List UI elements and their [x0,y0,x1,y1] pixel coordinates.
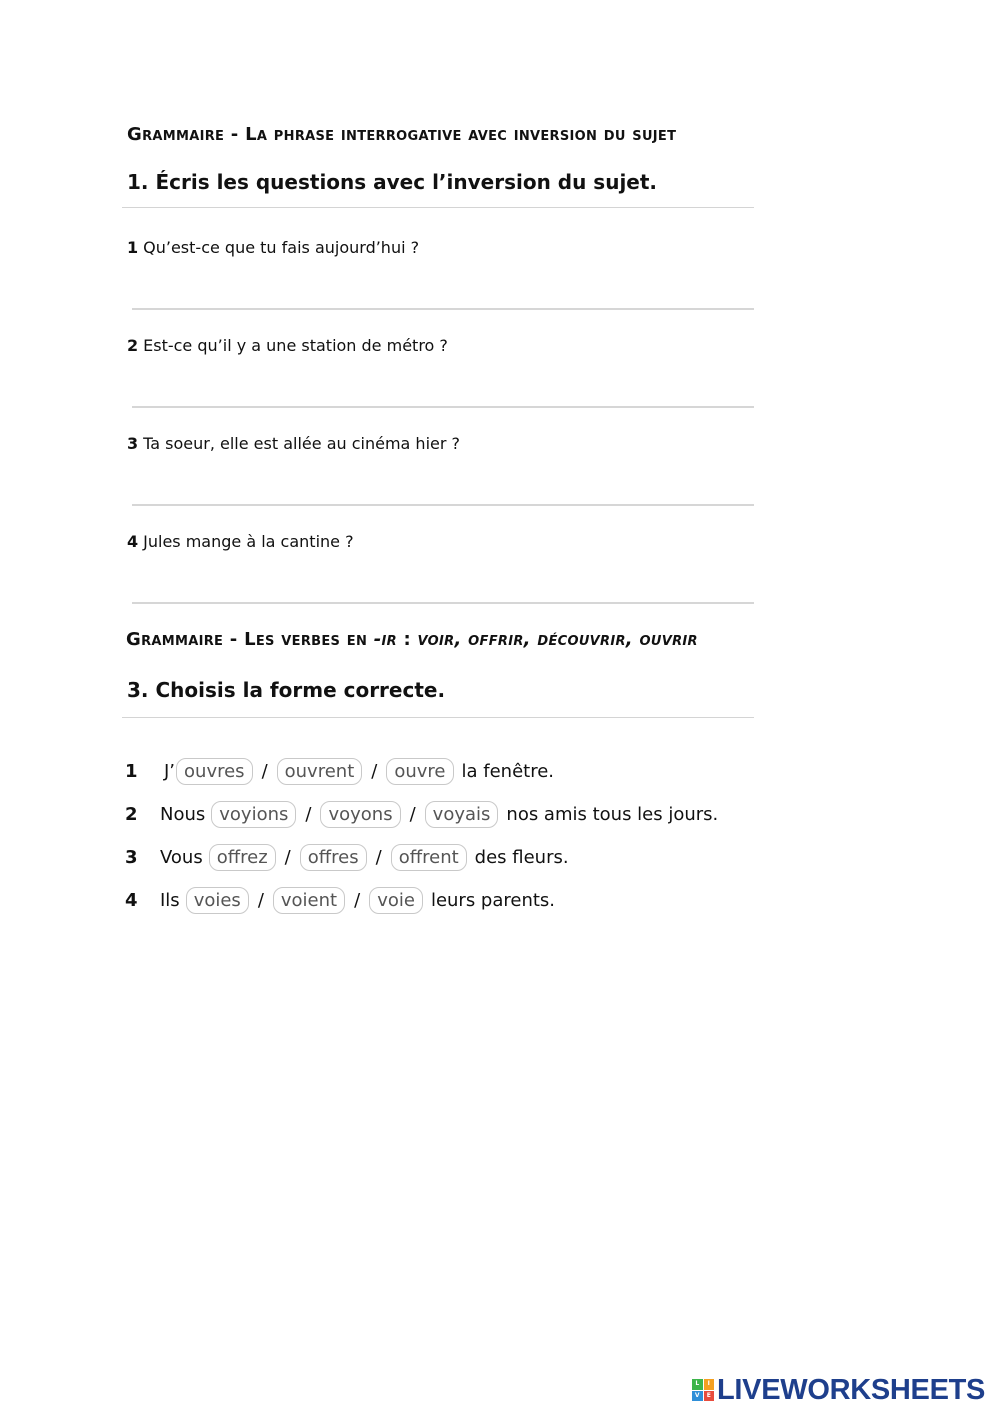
option-voyions[interactable]: voyions [211,801,296,828]
logo-cell: E [704,1391,715,1402]
answer-line-3[interactable] [132,504,754,506]
logo-cell: I [704,1379,715,1390]
row-lead: Nous [160,803,206,825]
question-text: Qu’est-ce que tu fais aujourd’hui ? [143,238,420,257]
slash: / [284,846,291,868]
question-2 [127,336,448,355]
choice-row-1 [125,754,554,788]
slash: / [257,889,264,911]
answer-line-2[interactable] [132,406,754,408]
option-ouvrent[interactable]: ouvrent [277,758,363,785]
row-lead: Ils [160,889,180,911]
option-voient[interactable]: voient [273,887,345,914]
row-number: 1 [125,760,138,782]
question-number: 2 [127,336,139,355]
question-text: Ta soeur, elle est allée au cinéma hier ? [143,434,461,453]
exercise-3-title: 3. Choisis la forme correcte. [127,678,446,702]
heading-sep: : [396,629,418,650]
answer-line-1[interactable] [132,308,754,310]
row-number: 3 [125,846,138,868]
row-trail: nos amis tous les jours. [506,803,719,825]
question-number: 3 [127,434,139,453]
option-voies[interactable]: voies [186,887,249,914]
logo-cell: L [692,1379,703,1390]
question-text: Jules mange à la cantine ? [143,532,354,551]
divider [122,717,754,718]
question-1 [127,238,419,257]
option-voie[interactable]: voie [369,887,423,914]
option-offrent[interactable]: offrent [391,844,467,871]
row-trail: la fenêtre. [461,760,555,782]
logo-cell: V [692,1391,703,1402]
section-heading-interrogative: Grammaire - La phrase interrogative avec inversion du sujet [127,124,677,145]
slash: / [371,760,378,782]
option-offres[interactable]: offres [300,844,367,871]
exercise-1-title: 1. Écris les questions avec l’inversion du sujet. [127,170,658,194]
answer-line-4[interactable] [132,602,754,604]
choice-row-4 [125,883,555,917]
row-trail: leurs parents. [430,889,556,911]
question-number: 4 [127,532,139,551]
option-ouvre[interactable]: ouvre [386,758,453,785]
question-3 [127,434,460,453]
question-number: 1 [127,238,139,257]
row-lead: J’ [164,760,176,782]
question-text: Est-ce qu’il y a une station de métro ? [143,336,448,355]
option-voyons[interactable]: voyons [320,801,400,828]
choice-row-3 [125,840,569,874]
option-offrez[interactable]: offrez [209,844,276,871]
heading-ir: -ir [373,629,397,650]
option-ouvres[interactable]: ouvres [176,758,253,785]
logo-mark-icon [692,1379,714,1401]
row-number: 4 [125,889,138,911]
option-voyais[interactable]: voyais [425,801,499,828]
logo-text: LIVEWORKSHEETS [717,1373,986,1406]
slash: / [409,803,416,825]
row-trail: des fleurs. [474,846,569,868]
row-number: 2 [125,803,138,825]
choice-row-2 [125,797,718,831]
slash: / [354,889,361,911]
row-lead: Vous [160,846,203,868]
section-heading-verbs-ir [126,629,698,650]
liveworksheets-logo[interactable] [692,1374,985,1406]
slash: / [305,803,312,825]
heading-prefix: Grammaire - Les verbes en [126,629,374,650]
question-4 [127,532,354,551]
divider [122,207,754,208]
slash: / [261,760,268,782]
slash: / [375,846,382,868]
heading-verbs: voir, offrir, découvrir, ouvrir [417,629,698,650]
